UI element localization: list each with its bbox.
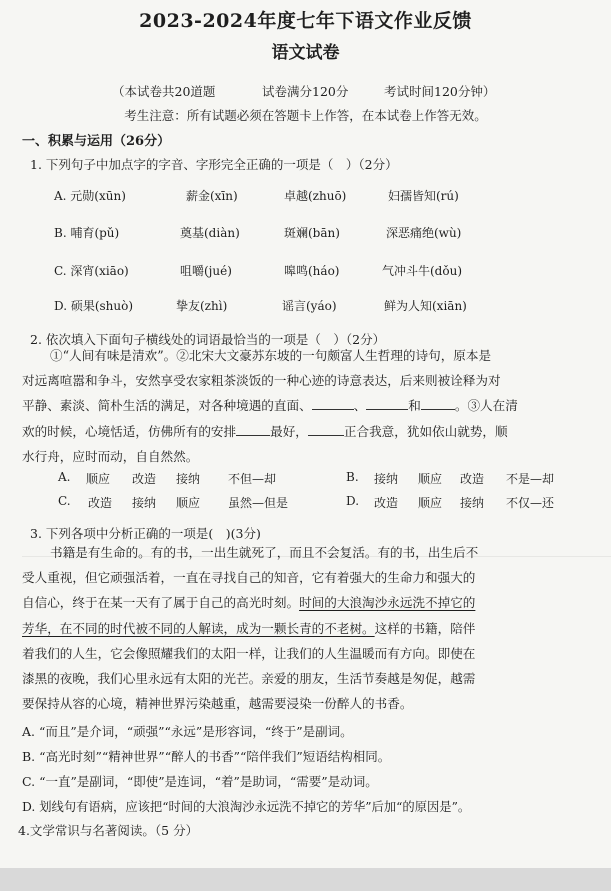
section-title: 一、积累与运用（26分） xyxy=(22,134,171,149)
q1-option-a-word-1: A. 元勋(xūn) xyxy=(54,189,126,203)
exam-title: 2023-2024年度七年下语文作业反馈 xyxy=(139,10,472,32)
q2-passage-line xyxy=(22,419,518,444)
question-2-stem: 2. 依次填入下面句子横线处的词语最恰当的一项是（ ）（2分） xyxy=(30,332,386,347)
q2-option-a-word: 改造 xyxy=(132,472,157,486)
exam-subtitle: 语文试卷 xyxy=(271,43,340,63)
q2-passage xyxy=(22,343,518,469)
q2-option-a-word: 接纳 xyxy=(176,472,201,486)
q2-option-d-letter: D. xyxy=(346,494,360,508)
q2-option-d-word: 顺应 xyxy=(418,496,443,510)
question-1-stem: 1. 下列句子中加点字的字音、字形完全正确的一项是（ ）（2分） xyxy=(30,157,398,172)
q1-option-c-word-1: C. 深宵(xiāo) xyxy=(54,264,129,278)
q3-passage-line xyxy=(22,590,478,615)
q3-passage-text: 这样的书籍，陪伴 xyxy=(374,620,476,636)
question-3-stem: 3. 下列各项中分析正确的一项是( )(3分) xyxy=(30,526,261,541)
q2-option-c-word: 接纳 xyxy=(132,496,157,510)
info-question-count: （本试卷共20道题 xyxy=(112,84,216,99)
q1-option-a-word-3: 卓越(zhuō) xyxy=(284,189,347,203)
q3-passage-line: 漆黑的夜晚，我们心里永远有太阳的光芒。亲爱的朋友，生活节奏越是匆促，越需 xyxy=(22,671,476,687)
q2-option-c-word: 虽然—但是 xyxy=(228,496,289,510)
q3-choice-a: A. “而且”是介词，“顽强”“永远”是形容词，“终于”是副词。 xyxy=(22,724,353,739)
exam-notice: 考生注意：所有试题必须在答题卡上作答，在本试卷上作答无效。 xyxy=(124,108,487,123)
q2-passage-text: 、 xyxy=(353,398,367,414)
q1-option-b-word-3: 斑斓(bān) xyxy=(284,226,340,240)
q3-passage-text: 自信心，终于在某一天有了属于自己的高光时刻。 xyxy=(22,595,300,611)
question-4-stem: 4.文学常识与名著阅读。（5 分） xyxy=(18,823,199,838)
q2-passage-line: 对远离喧嚣和争斗，安然享受农家粗茶淡饭的一种心迹的诗意表达，后来则被诠释为对 xyxy=(22,373,501,389)
q3-choice-c: C. “一直”是副词，“即使”是连词，“着”是助词，“需要”是动词。 xyxy=(22,774,378,789)
q3-passage-line xyxy=(22,616,478,641)
q3-passage-line: 着我们的人生，它会像照耀我们的太阳一样，让我们的人生温暖而有方向。即使在 xyxy=(22,645,476,661)
q1-option-c-word-3: 嗥鸣(háo) xyxy=(284,264,340,278)
q2-option-d-word: 改造 xyxy=(374,496,399,510)
paper-fold-shadow xyxy=(22,556,611,557)
underlined-sentence: 时间的大浪淘沙永远洗不掉它的 xyxy=(299,595,476,611)
q2-option-a-word: 不但—却 xyxy=(228,472,277,486)
q2-option-a-letter: A. xyxy=(58,470,71,484)
q2-passage-text: 。③人在清 xyxy=(454,398,518,414)
q3-passage-line: 书籍是有生命的。有的书，一出生就死了，而且不会复活。有的书，出生后不 xyxy=(50,545,479,560)
underlined-sentence: 芳华，在不同的时代被不同的人解读，成为一颗长青的不老树。 xyxy=(22,620,375,636)
q2-option-b-word: 改造 xyxy=(460,472,485,486)
q2-option-b-word: 不是—却 xyxy=(506,472,555,486)
q2-passage-line: ①“人间有味是清欢”。②北宋大文豪苏东坡的一句颇富人生哲理的诗句，原本是 xyxy=(50,348,492,363)
bottom-margin-strip xyxy=(0,868,611,891)
q3-passage-line: 要保持从容的心境，精神世界污染越重，越需要浸染一份醉人的书香。 xyxy=(22,696,413,712)
q1-option-c-word-4: 气冲斗牛(dǒu) xyxy=(382,264,462,278)
q2-option-d-word: 接纳 xyxy=(460,496,485,510)
q1-option-c-word-2: 咀嚼(jué) xyxy=(180,264,232,278)
q2-option-d-word: 不仅—还 xyxy=(506,496,555,510)
fill-blank xyxy=(421,398,455,410)
q2-option-b-word: 接纳 xyxy=(374,472,399,486)
q2-option-c-letter: C. xyxy=(58,494,71,508)
q1-option-d-word-4: 鲜为人知(xiān) xyxy=(384,299,467,313)
q2-option-b-letter: B. xyxy=(346,470,359,484)
q2-passage-line xyxy=(22,393,518,418)
q3-passage xyxy=(22,540,478,716)
fill-blank xyxy=(236,424,270,436)
q2-option-a-word: 顺应 xyxy=(86,472,111,486)
q1-option-d-word-1: D. 硕果(shuò) xyxy=(54,299,134,313)
fill-blank xyxy=(366,398,408,410)
q2-passage-text: 欢的时候，心境恬适，仿佛所有的安排 xyxy=(22,423,237,439)
info-total-score: 试卷满分120分 xyxy=(262,84,349,99)
q3-passage-line: 受人重视，但它顽强活着，一直在寻找自己的知音，它有着强大的生命力和强大的 xyxy=(22,570,476,586)
q3-choice-d: D. 划线句有语病，应该把“时间的大浪淘沙永远洗不掉它的芳华”后加“的原因是”。 xyxy=(22,800,471,814)
q2-option-c-word: 改造 xyxy=(88,496,113,510)
q1-option-a-word-2: 薪金(xīn) xyxy=(186,189,238,203)
q2-passage-text: 正合我意，犹如依山就势，顺 xyxy=(343,423,508,439)
q2-passage-line: 水行舟，应时而动，自自然然。 xyxy=(22,448,199,464)
fill-blank xyxy=(308,424,344,436)
info-exam-time: 考试时间120分钟） xyxy=(384,84,496,99)
q2-passage-text: 平静、素淡、简朴生活的满足，对各种境遇的直面、 xyxy=(22,398,312,414)
q1-option-d-word-2: 挚友(zhì) xyxy=(176,299,228,313)
q2-passage-text: 和 xyxy=(408,398,421,414)
q1-option-b-word-1: B. 哺育(pǔ) xyxy=(54,226,120,240)
q2-option-c-word: 顺应 xyxy=(176,496,201,510)
q1-option-d-word-3: 谣言(yáo) xyxy=(282,299,337,313)
q1-option-b-word-2: 奠基(diàn) xyxy=(180,226,240,240)
q2-passage-text: 最好， xyxy=(270,423,308,439)
q1-option-b-word-4: 深恶痛绝(wù) xyxy=(386,226,462,240)
fill-blank xyxy=(312,398,354,410)
q2-option-b-word: 顺应 xyxy=(418,472,443,486)
q1-option-a-word-4: 妇孺皆知(rú) xyxy=(388,189,459,203)
q3-choice-b: B. “高光时刻”“精神世界”“醉人的书香”“陪伴我们”短语结构相同。 xyxy=(22,749,391,764)
